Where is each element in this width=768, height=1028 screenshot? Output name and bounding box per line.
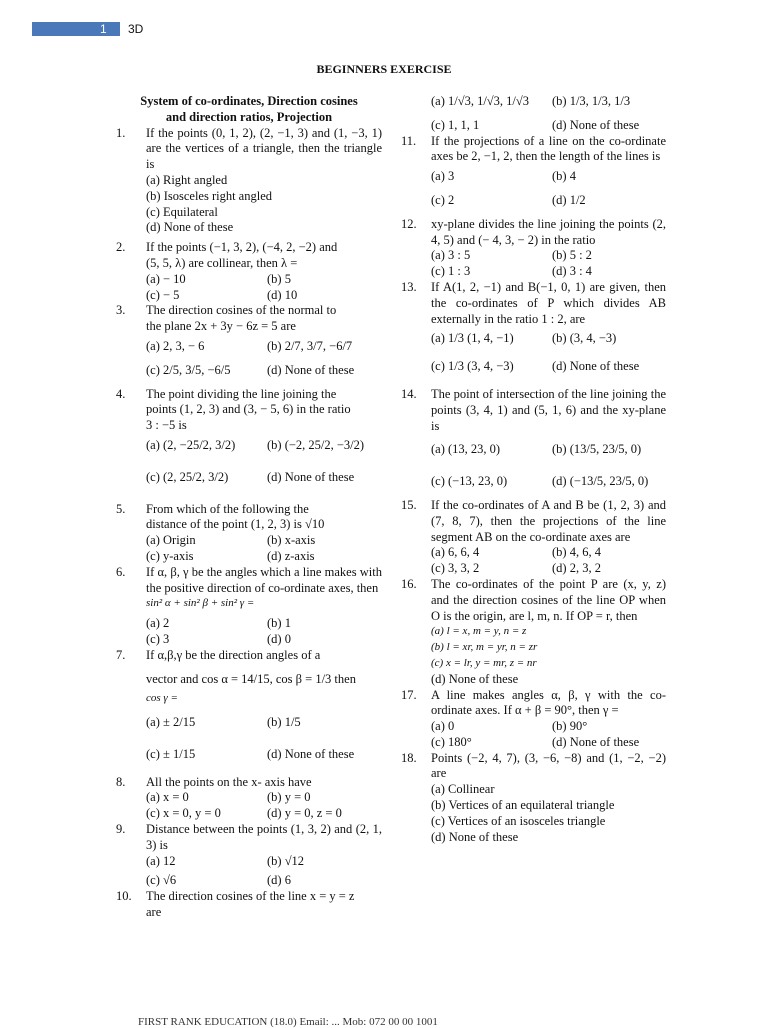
right-column: [401, 94, 666, 845]
options-row: (a) Origin (b) x-axis: [146, 533, 316, 548]
options-row: (a) 1/√3, 1/√3, 1/√3 (b) 1/3, 1/3, 1/3: [431, 94, 631, 108]
options-row: (c) y-axis (d) z-axis: [146, 548, 315, 563]
question-5: 5. From which of the following the distance of the point (1, 2, 3) is √10: [116, 501, 325, 532]
options-row: (c) − 5 (d) 10: [146, 287, 298, 302]
option: (c) Vertices of an isosceles triangle: [431, 813, 606, 828]
question-1: 1. If the points (0, 1, 2), (2, −1, 3) and (1, −3, 1) are the vertices of a triangle, then the triangle is: [116, 125, 382, 172]
exercise-title: BEGINNERS EXERCISE: [316, 62, 452, 76]
page-number: 1: [100, 22, 107, 36]
question-10: 10. The direction cosines of the line x = y = z are: [116, 889, 355, 920]
option: (b) Isosceles right angled: [146, 188, 273, 203]
question-16: 16. The co-ordinates of the point P are (x, y, z) and the direction cosines of the line OP when O is the origin, are l, m, n. If OP = r, then: [401, 576, 666, 623]
options-row: (c) x = 0, y = 0 (d) y = 0, z = 0: [146, 806, 342, 821]
option: (d) None of these: [431, 829, 519, 844]
question-9: 9. Distance between the points (1, 3, 2) and (2, 1, 3) is: [116, 822, 382, 852]
question-4: 4. The point dividing the line joining the points (1, 2, 3) and (3, − 5, 6) in the ratio 3 : −5 is: [116, 386, 351, 433]
options-row: (a) (2, −25/2, 3/2) (b) (−2, 25/2, −3/2): [146, 437, 365, 452]
options-row: (c) 1 : 3 (d) 3 : 4: [431, 264, 592, 279]
options-row: (a) x = 0 (b) y = 0: [146, 790, 311, 805]
options-row: (c) 3 (d) 0: [146, 631, 291, 646]
option: (a) Right angled: [146, 172, 228, 187]
options-row: (c) ± 1/15 (d) None of these: [146, 746, 355, 761]
options-row: (c) (−13, 23, 0) (d) (−13/5, 23/5, 0): [431, 474, 649, 489]
question-15: 15. If the co-ordinates of A and B be (1, 2, 3) and (7, 8, 7), then the projections of the line segment AB on the co-ordinate axes are: [401, 497, 666, 544]
question-3: 3. The direction cosines of the normal to the plane 2x + 3y − 6z = 5 are: [116, 303, 337, 334]
option: (a) l = x, m = y, n = z: [431, 625, 527, 638]
question-6: 6. If α, β, γ be the angles which a line makes with the positive direction of co-ordinate axes, then sin² α + sin² β + sin² γ =: [116, 564, 382, 610]
options-row: (c) 2 (d) 1/2: [431, 192, 586, 207]
options-row: (c) (2, 25/2, 3/2) (d) None of these: [146, 469, 355, 484]
options-row: (c) 1/3 (3, 4, −3) (d) None of these: [431, 359, 640, 374]
options-row: (c) 180° (d) None of these: [431, 734, 640, 749]
question-7: 7. If α,β,γ be the direction angles of a vector and cos α = 14/15, cos β = 1/3 then cos γ =: [116, 647, 356, 705]
page-footer: FIRST RANK EDUCATION (18.0) Email: ... Mob: 072 00 00 1001: [138, 1016, 438, 1028]
options-row: (a) 0 (b) 90°: [431, 719, 588, 734]
question-13: 13. If A(1, 2, −1) and B(−1, 0, 1) are given, then the co-ordinates of P which divides AB externally in the ratio 1 : 2, are: [401, 279, 666, 326]
option: (d) None of these: [146, 220, 234, 235]
options-row: (c) 3, 3, 2 (d) 2, 3, 2: [431, 561, 601, 576]
question-12: 12. xy-plane divides the line joining the points (2, 4, 5) and (− 4, 3, − 2) in the ratio: [401, 216, 666, 247]
question-8: 8. All the points on the x- axis have: [116, 774, 312, 789]
options-row: (a) 6, 6, 4 (b) 4, 6, 4: [431, 545, 601, 560]
question-11: 11. If the projections of a line on the co-ordinate axes be 2, −1, 2, then the length of the lines is: [401, 133, 666, 164]
options-row: (a) (13, 23, 0) (b) (13/5, 23/5, 0): [431, 442, 642, 457]
chapter-tag: 3D: [128, 22, 144, 36]
options-row: (a) ± 2/15 (b) 1/5: [146, 715, 301, 730]
options-row: (c) √6 (d) 6: [146, 873, 291, 888]
option: (d) None of these: [431, 671, 519, 686]
options-row: (a) 2, 3, − 6 (b) 2/7, 3/7, −6/7: [146, 338, 353, 353]
option: (b) l = xr, m = yr, n = zr: [431, 641, 538, 654]
option: (a) Collinear: [431, 782, 495, 797]
option: (c) x = lr, y = mr, z = nr: [431, 656, 537, 669]
options-row: (a) 2 (b) 1: [146, 616, 291, 631]
options-row: (a) − 10 (b) 5: [146, 271, 291, 286]
left-column: [116, 94, 382, 921]
options-row: (c) 2/5, 3/5, −6/5 (d) None of these: [146, 362, 355, 377]
options-row: (c) 1, 1, 1 (d) None of these: [431, 117, 640, 132]
options-row: (a) 3 (b) 4: [431, 169, 576, 184]
question-17: 17. A line makes angles α, β, γ with the co-ordinate axes. If α + β = 90°, then γ =: [401, 687, 666, 718]
question-18: 18. Points (−2, 4, 7), (3, −6, −8) and (1, −2, −2) are: [401, 750, 666, 781]
question-2: 2. If the points (−1, 3, 2), (−4, 2, −2) and (5, 5, λ) are collinear, then λ =: [116, 240, 338, 270]
option: (c) Equilateral: [146, 204, 218, 219]
options-row: (a) 12 (b) √12: [146, 853, 305, 868]
options-row: (a) 3 : 5 (b) 5 : 2: [431, 248, 592, 263]
option: (b) Vertices of an equilateral triangle: [431, 798, 615, 813]
question-14: 14. The point of intersection of the line joining the points (3, 4, 1) and (5, 1, 6) and the xy-plane is: [401, 386, 666, 433]
section-heading: System of co-ordinates, Direction cosines and direction ratios, Projection: [140, 94, 358, 124]
options-row: (a) 1/3 (1, 4, −1) (b) (3, 4, −3): [431, 331, 617, 346]
